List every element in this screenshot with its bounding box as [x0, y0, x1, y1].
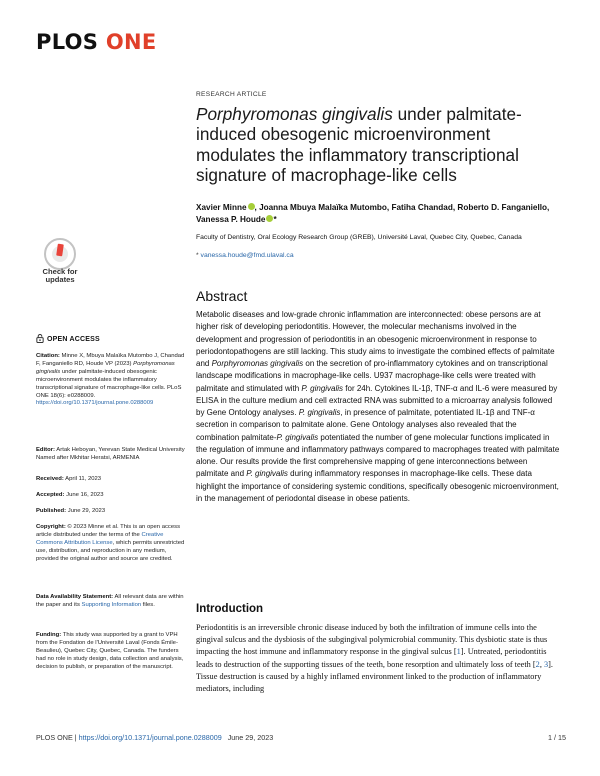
author-first: Xavier Minne [196, 203, 247, 212]
logo-plos: PLOS [36, 30, 99, 54]
citation-block: Citation: Minne X, Mbuya Malaïka Mutombo J, Chandad F, Fanganiello RD, Houde VP (2023) Porphyromonas gingivalis under palmitate-induced obesogenic microenvironment modulates the inflammatory transcriptional signature of macrophage-like cells. PLoS ONE 18(6): e0288009. https://doi.org/10.1371/journal.pone.0288009 [36, 353, 185, 407]
abstract-heading: Abstract [196, 288, 248, 304]
affiliation: Faculty of Dentistry, Oral Ecology Research Group (GREB), Université Laval, Quebec City, Quebec, Canada [196, 234, 522, 241]
supporting-info-link[interactable]: Supporting Information [81, 601, 142, 608]
author-rest: , Joanna Mbuya Malaïka Mutombo, Fatiha Chandad, Roberto D. Fanganiello, Vanessa P. Houde [196, 203, 550, 224]
email-link[interactable]: vanessa.houde@fmd.ulaval.ca [200, 252, 294, 259]
journal-logo [36, 30, 157, 54]
copyright-block: Copyright: © 2023 Minne et al. This is an open access article distributed under the terms of the Creative Commons Attribution License, which permits unrestricted use, distribution, and reproduction in any medium, provided the original author and source are credited. [36, 524, 185, 562]
check-for-updates-badge[interactable] [37, 238, 83, 292]
reference-link[interactable]: 1 [456, 647, 461, 657]
check-updates-line2: updates [45, 275, 75, 285]
open-lock-icon [36, 334, 44, 343]
orcid-icon[interactable] [248, 203, 255, 210]
check-updates-line1: Check for [42, 267, 78, 276]
title-rest: under palmitate-induced obesogenic microenvironment modulates the inflammatory transcriptional signature of macrophage-like cells [196, 104, 522, 186]
received-date: Received: April 11, 2023 [36, 476, 102, 482]
page-footer: PLOS ONE | https://doi.org/10.1371/journal.pone.0288009 June 29, 2023 1 / 15 [36, 733, 566, 742]
footer-doi-link[interactable]: https://doi.org/10.1371/journal.pone.0288009 [78, 733, 222, 742]
editor-block: Editor: Artak Heboyan, Yerevan State Medical University Named after Mkhitar Heratsi, ARMENIA [36, 447, 185, 461]
published-date: Published: June 29, 2023 [36, 508, 106, 514]
citation-doi-link[interactable]: https://doi.org/10.1371/journal.pone.0288009 [36, 400, 154, 407]
bookmark-icon [44, 238, 76, 270]
reference-link[interactable]: 2 [535, 659, 540, 669]
accepted-date: Accepted: June 16, 2023 [36, 492, 104, 498]
abstract-body: Metabolic diseases and low-grade chronic inflammation are interconnected: obese persons are at higher risk of developing periodontitis. However, the molecular mechanisms involved in the development and progression of periodontitis in an obesogenic microenvironment in response to periodontopathogens are still lacking. This study aims to investigate the combined effects of palmitate and Porphyromonas gingivalis on the secretion of pro-inflammatory cytokines and on transcriptional landscape modifications in macrophage-like cells. U937 macrophage-like cells were treated with palmitate and stimulated with P. gingivalis for 24h. Cytokines IL-1β, TNF-α and IL-6 were measured by ELISA in the culture medium and cell extracted RNA was submitted to a microarray analysis followed by Gene Ontology analyses. P. gingivalis, in presence of palmitate, potentiated IL-1β and TNF-α secretion in comparison to palmitate alone. Gene Ontology analyses also revealed that the combination palmitate-P. gingivalis potentiated the number of gene molecular functions implicated in the regulation of immune and inflammatory pathways compared to macrophages treated with palmitate alone. Our results provide the first comprehensive mapping of gene interconnections between palmitate and P. gingivalis during inflammatory responses in macrophage-like cells. These data highlight the importance of considering systemic conditions, specifically obesogenic microenvironment, in the management of periodontal disease in obese patients. [196, 310, 560, 503]
data-availability-block: Data Availability Statement: All relevant data are within the paper and its Supporting Information files. [36, 594, 184, 608]
footer-date: June 29, 2023 [227, 733, 274, 742]
footer-journal: PLOS ONE [36, 733, 73, 742]
page-number: 1 / 15 [548, 733, 566, 742]
license-link[interactable]: Creative Commons Attribution License [36, 531, 164, 546]
author-list [196, 202, 556, 225]
open-access-label: OPEN ACCESS [36, 334, 100, 343]
article-type: RESEARCH ARTICLE [196, 91, 267, 98]
logo-one: ONE [105, 30, 157, 54]
reference-link[interactable]: 3 [543, 659, 549, 669]
introduction-body: Periodontitis is an irreversible chronic disease induced by both the infiltration of immune cells into the gingival sulcus and the dysbiosis of the subgingival polymicrobial community. This dysbiotic state is thus impacting the host immune and inflammatory response in the gingival sulcus [1]. Untreated, periodontitis leads to destruction of the supporting tissues of the teeth, bone resorption and ultimately loss of teeth [2, 3]. Tissue destruction is caused by a highly inflamed environment linked to the production of inflammatory mediators, including [196, 623, 553, 694]
funding-block: Funding: This study was supported by a grant to VPH from the Fondation de l'Université Laval (Fonds Émile-Beaulieu), Quebec City, Quebec, Canada. The funders had no role in study design, data collection and analysis, decision to publish, or preparation of the manuscript. [36, 632, 184, 670]
corresponding-email: * vanessa.houde@fmd.ulaval.ca [196, 252, 294, 259]
article-title [196, 104, 556, 186]
corresponding-mark: * [273, 214, 277, 224]
introduction-heading: Introduction [196, 603, 264, 615]
title-species: Porphyromonas gingivalis [196, 104, 393, 124]
